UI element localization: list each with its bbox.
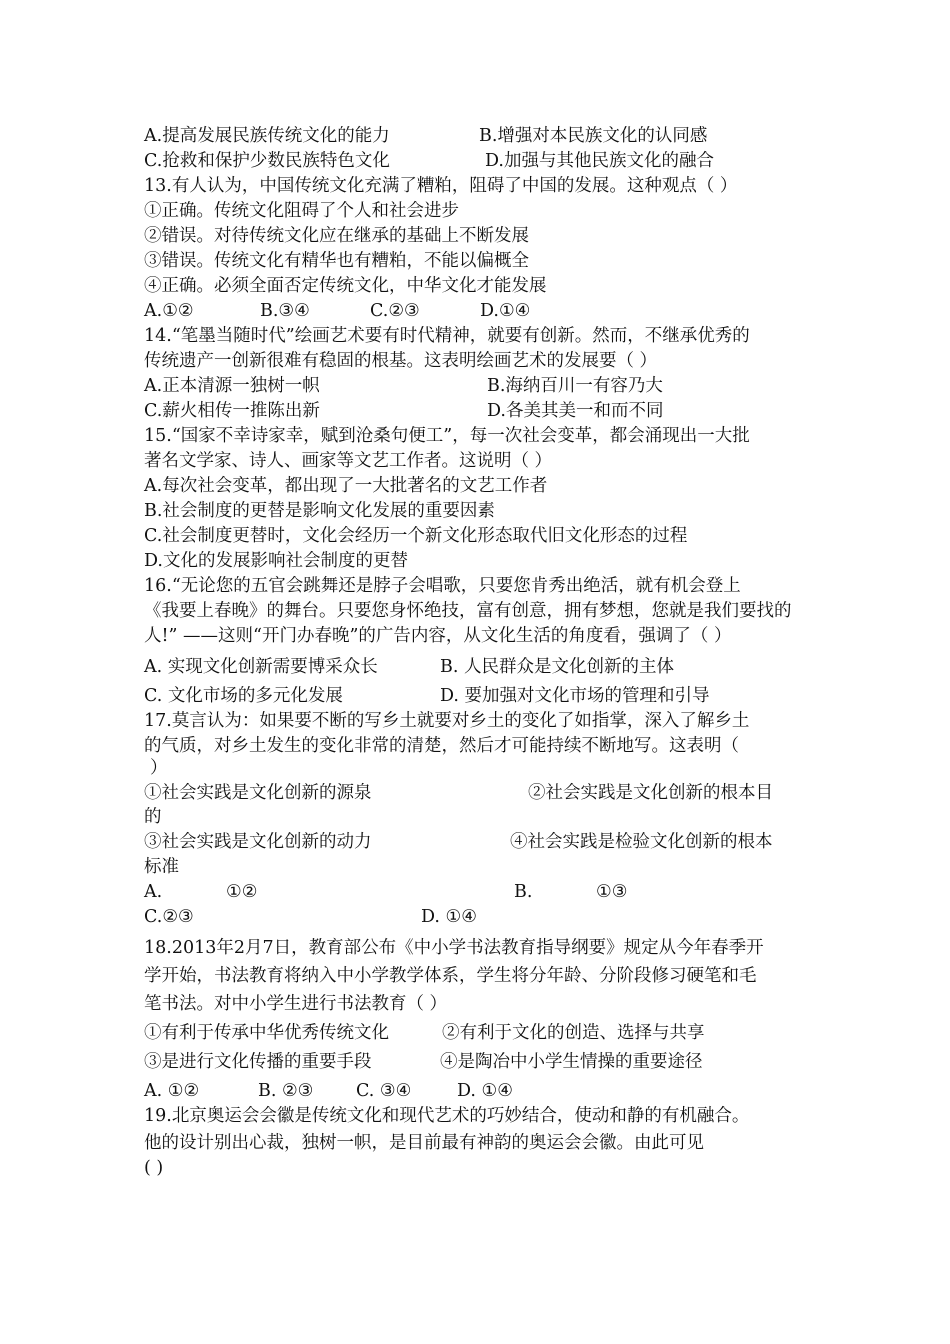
q18-option-a: A. ①② — [144, 1081, 200, 1101]
q14-stem-line-2: 传统遗产一创新很难有稳固的根基。这表明绘画艺术的发展要（ ） — [144, 351, 658, 371]
q14-option-c: C.薪火相传一推陈出新 — [144, 401, 320, 421]
q13-option-d: D.①④ — [480, 301, 531, 321]
q14-option-d: D.各美其美一和而不同 — [487, 401, 664, 421]
q13-statement-1: ①正确。传统文化阻碍了个人和社会进步 — [144, 201, 459, 221]
q12-option-d: D.加强与其他民族文化的融合 — [485, 151, 714, 171]
q13-option-b: B.③④ — [260, 301, 310, 321]
q18-statement-3: ③是进行文化传播的重要手段 — [144, 1052, 372, 1072]
q18-statement-1: ①有利于传承中华优秀传统文化 — [144, 1023, 389, 1043]
q14-stem-line-1: 14.“笔墨当随时代”绘画艺术要有时代精神，就要有创新。然而，不继承优秀的 — [144, 326, 750, 346]
q17-option-a-value: ①② — [226, 882, 258, 902]
q16-option-a: A. 实现文化创新需要博采众长 — [144, 657, 378, 677]
q18-option-b: B. ②③ — [258, 1081, 314, 1101]
q17-option-d: D. ①④ — [421, 907, 477, 927]
q17-statement-4: ④社会实践是检验文化创新的根本 — [510, 832, 773, 852]
q18-stem-line-2: 学开始，书法教育将纳入中小学教学体系，学生将分年龄、分阶段修习硬笔和毛 — [144, 966, 757, 986]
q16-stem-line-3: 人!” ——这则“开门办春晚”的广告内容，从文化生活的角度看，强调了（ ） — [144, 626, 732, 646]
q15-stem-line-2: 著名文学家、诗人、画家等文艺工作者。这说明（ ） — [144, 451, 553, 471]
q16-stem-line-1: 16.“无论您的五官会跳舞还是脖子会唱歌，只要您肯秀出绝活，就有机会登上 — [144, 576, 741, 596]
q16-option-d: D. 要加强对文化市场的管理和引导 — [440, 686, 710, 706]
q14-option-a: A.正本清源一独树一帜 — [144, 376, 320, 396]
q18-option-c: C. ③④ — [356, 1081, 412, 1101]
q17-stem-line-3: ） — [150, 758, 168, 778]
q15-option-b: B.社会制度的更替是影响文化发展的重要因素 — [144, 501, 495, 521]
q13-statement-2: ②错误。对待传统文化应在继承的基础上不断发展 — [144, 226, 529, 246]
q13-stem: 13.有人认为，中国传统文化充满了糟粕，阻碍了中国的发展。这种观点（ ） — [144, 176, 738, 196]
q17-statement-2-cont: 的 — [144, 807, 162, 827]
q16-stem-line-2: 《我要上春晚》的舞台。只要您身怀绝技，富有创意，拥有梦想，您就是我们要找的 — [144, 601, 792, 621]
q16-option-b: B. 人民群众是文化创新的主体 — [440, 657, 674, 677]
q19-stem-line-1: 19.北京奥运会会徽是传统文化和现代艺术的巧妙结合，使动和静的有机融合。 — [144, 1106, 750, 1126]
q17-statement-1: ①社会实践是文化创新的源泉 — [144, 783, 372, 803]
q16-option-c: C. 文化市场的多元化发展 — [144, 686, 343, 706]
q18-stem-line-3: 笔书法。对中小学生进行书法教育（ ） — [144, 994, 448, 1014]
q17-option-a-label: A. — [144, 882, 163, 902]
q15-option-c: C.社会制度更替时，文化会经历一个新文化形态取代旧文化形态的过程 — [144, 526, 688, 546]
q12-option-c: C.抢救和保护少数民族特色文化 — [144, 151, 390, 171]
q17-option-c: C.②③ — [144, 907, 194, 927]
q13-statement-4: ④正确。必须全面否定传统文化，中华文化才能发展 — [144, 276, 547, 296]
q19-stem-line-3: ( ) — [144, 1158, 164, 1178]
q18-option-d: D. ①④ — [457, 1081, 513, 1101]
q15-option-a: A.每次社会变革，都出现了一大批著名的文艺工作者 — [144, 476, 548, 496]
q18-statement-4: ④是陶冶中小学生情操的重要途径 — [440, 1052, 703, 1072]
q17-option-b-value: ①③ — [596, 882, 628, 902]
q17-statement-2: ②社会实践是文化创新的根本目 — [528, 783, 773, 803]
q17-stem-line-1: 17.莫言认为：如果要不断的写乡土就要对乡土的变化了如指掌，深入了解乡土 — [144, 711, 750, 731]
q18-stem-line-1: 18.2013年2月7日，教育部公布《中小学书法教育指导纲要》规定从今年春季开 — [144, 938, 764, 958]
q13-option-c: C.②③ — [370, 301, 420, 321]
q19-stem-line-2: 他的设计别出心裁，独树一帜，是目前最有神韵的奥运会会徽。由此可见 — [144, 1133, 704, 1153]
q13-statement-3: ③错误。传统文化有精华也有糟粕，不能以偏概全 — [144, 251, 529, 271]
q17-statement-3: ③社会实践是文化创新的动力 — [144, 832, 372, 852]
q12-option-a: A.提高发展民族传统文化的能力 — [144, 126, 390, 146]
q17-option-b-label: B. — [514, 882, 533, 902]
q13-option-a: A.①② — [144, 301, 194, 321]
q15-stem-line-1: 15.“国家不幸诗家幸，赋到沧桑句便工”，每一次社会变革，都会涌现出一大批 — [144, 426, 750, 446]
q18-statement-2: ②有利于文化的创造、选择与共享 — [442, 1023, 705, 1043]
q17-statement-4-cont: 标准 — [144, 857, 179, 877]
q12-option-b: B.增强对本民族文化的认同感 — [479, 126, 708, 146]
q15-option-d: D.文化的发展影响社会制度的更替 — [144, 551, 408, 571]
q14-option-b: B.海纳百川一有容乃大 — [487, 376, 663, 396]
q17-stem-line-2: 的气质，对乡土发生的变化非常的清楚，然后才可能持续不断地写。这表明（ — [144, 736, 739, 756]
